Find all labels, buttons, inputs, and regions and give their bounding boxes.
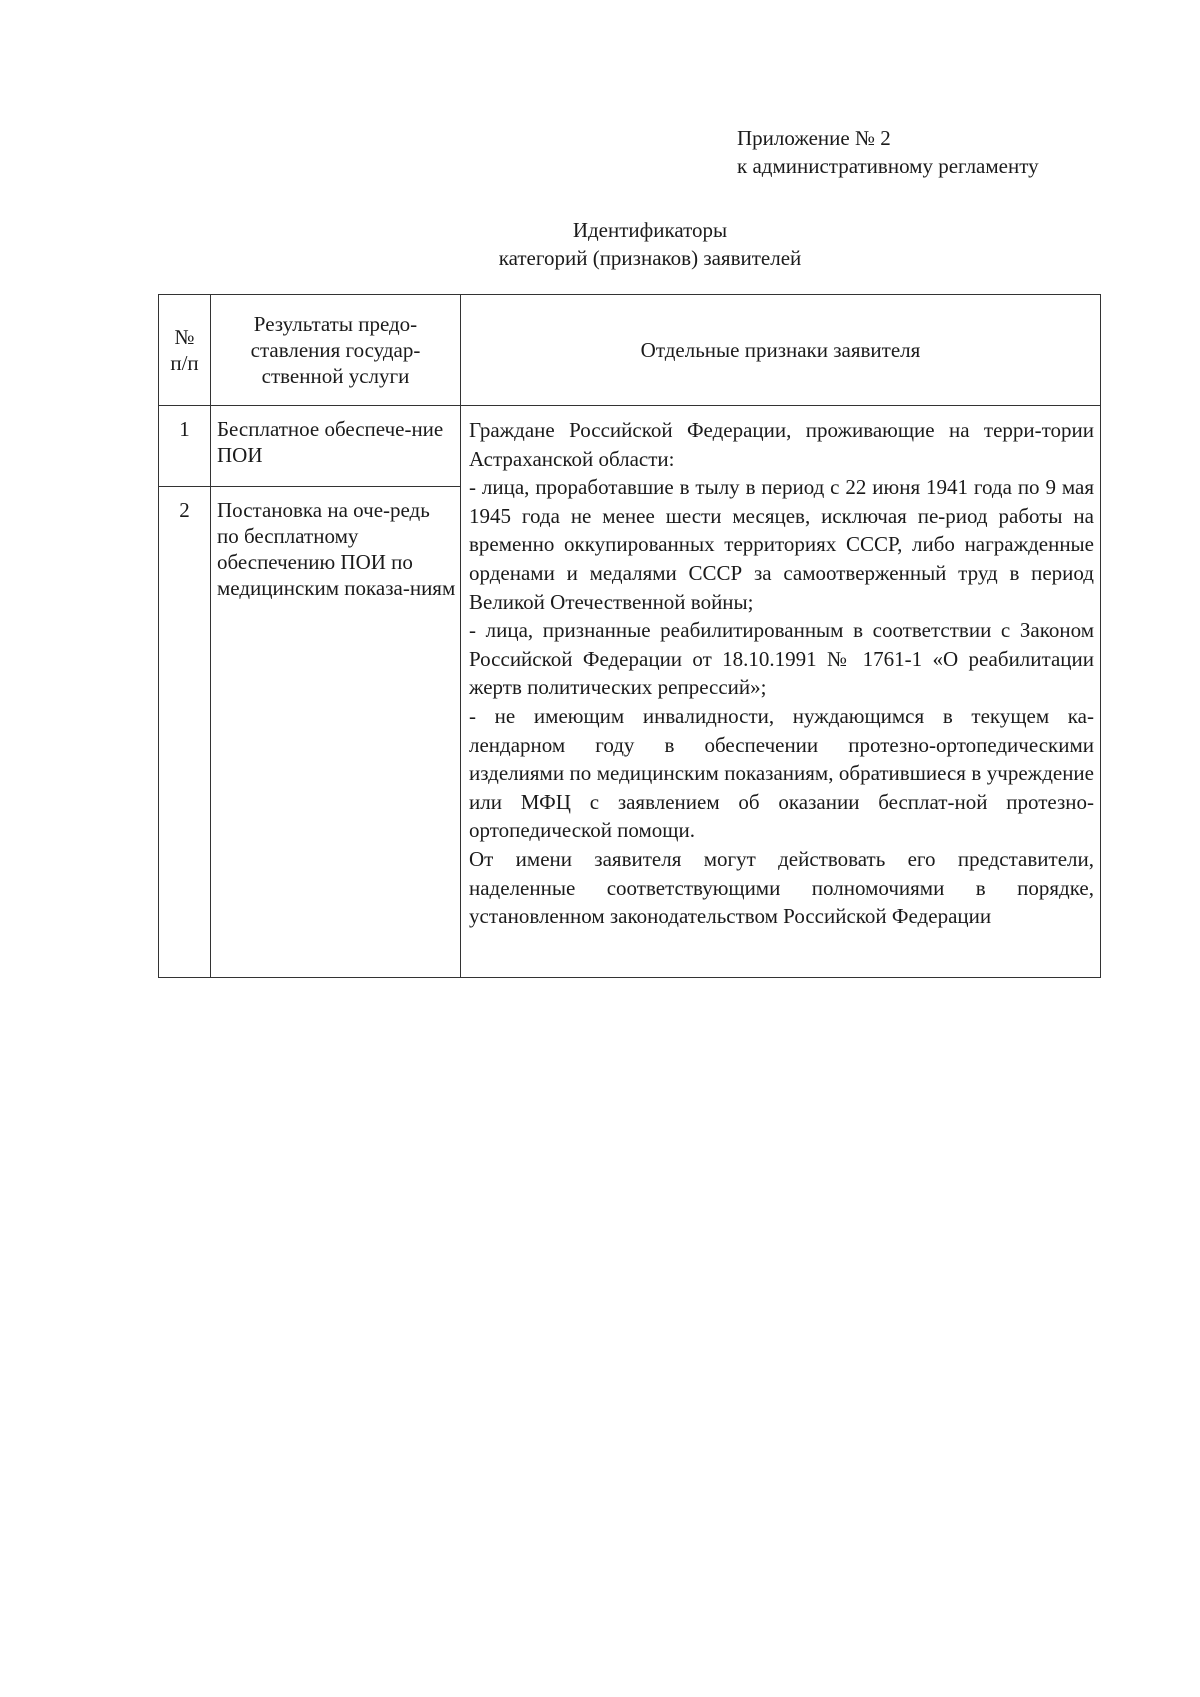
row-number: 1 <box>159 406 211 487</box>
appendix-reference <box>737 124 1039 180</box>
header-result-label: Результаты предо-ставления государ-ственной услуги <box>250 312 421 388</box>
appendix-number: Приложение № 2 <box>737 126 891 150</box>
row-result: Постановка на оче-редь по бесплатному обеспечению ПОИ по медицинским показа-ниям <box>211 487 461 978</box>
table-header-row <box>159 295 1101 406</box>
document-title-line-1: Идентификаторы <box>572 218 728 242</box>
document-title-line-2: категорий (признаков) заявителей <box>498 246 802 270</box>
appendix-target: к административному регламенту <box>737 154 1039 178</box>
signs-paragraph: - не имеющим инвалидности, нуждающимся в текущем ка-лендарном году в обеспечении протезно-ортопедическими изделиями по медицинским показаниям, обратившиеся в учреждение или МФЦ с заявлением об оказании бесплат-ной протезно-ортопедической помощи. <box>469 703 1094 843</box>
header-signs <box>461 295 1101 406</box>
row-result: Бесплатное обеспече-ние ПОИ <box>211 406 461 487</box>
signs-paragraph: - лица, признанные реабилитированным в соответствии с Законом Российской Федерации от 18.10.1991 № 1761-1 «О реабилитации жертв политических репрессий»; <box>469 618 1094 700</box>
applicant-categories-table <box>158 294 1101 978</box>
signs-paragraph: Граждане Российской Федерации, проживающие на терри-тории Астраханской области: <box>469 418 1094 471</box>
header-number <box>159 295 211 406</box>
signs-paragraph: От имени заявителя могут действовать его представители, наделенные соответствующими полномочиями в порядке, установленном законодательством Российской Федерации <box>469 846 1094 929</box>
table-row <box>159 406 1101 487</box>
row-number: 2 <box>159 487 211 978</box>
applicant-signs-cell <box>461 406 1101 978</box>
header-result <box>211 295 461 406</box>
document-title <box>300 216 1000 272</box>
header-signs-label: Отдельные признаки заявителя <box>640 338 921 362</box>
header-number-label: № п/п <box>170 325 199 375</box>
signs-paragraph: - лица, проработавшие в тылу в период с 22 июня 1941 года по 9 мая 1945 года не менее шести месяцев, исключая пе-риод работы на временно оккупированных территориях СССР, либо награжденные орденами и медалями СССР за самоотверженный труд в период Великой Отечественной войны; <box>469 475 1094 614</box>
